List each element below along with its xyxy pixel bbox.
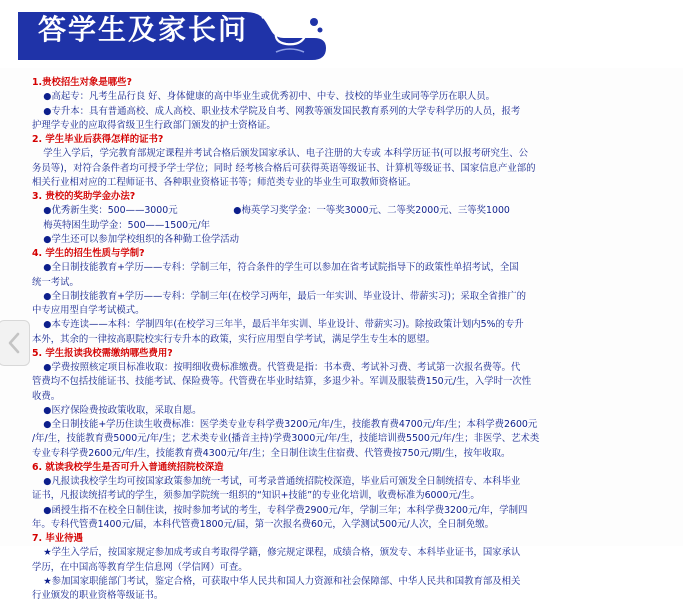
paragraph-line: ●全日制技能教育+学历——专科：学制三年，符合条件的学生可以参加在省考试院指导下的政策性单招考试，全国: [43, 262, 519, 274]
section-enrollment-targets: [32, 76, 672, 133]
paragraph-line: ●学费按照核定项目标准收取：按明细收费标准缴费。代管费是指：书本费、考试补习费、考试第一次报名费等。代: [43, 362, 521, 373]
paragraph-line: ●全日制技能教育+学历——专科：学制三年(在校学习两年，最后一年实训、毕业设计、带薪实习)；采取全省推广的: [43, 290, 526, 302]
paragraph-line: ●凡报读我校学生均可按国家政策参加统一考试，可考录普通统招院校深造，毕业后可颁发全日制统招专、本科毕业: [43, 476, 521, 487]
scholarship-meiying: ●梅英学习奖学金：一等奖3000元、二等奖2000元、三等奖1000: [233, 205, 510, 217]
paragraph-line: 统一考试。: [32, 276, 79, 288]
paragraph-line: 学生入学后，学完教育部规定课程并考试合格后颁发国家承认、电子注册的大专或 本科学历证书(可以报考研究生、公: [43, 148, 529, 160]
section-scholarships: [32, 190, 672, 247]
section-heading: 7. 毕业待遇: [32, 533, 83, 544]
paragraph-line: 证书，凡报读统招考试的学生，须参加学院统一组织的“知识+技能”的专业化培训，收费标准为6000元/生。: [32, 490, 480, 502]
section-program-nature: [32, 247, 672, 347]
scholarship-new-student: ●优秀新生奖：500——3000元: [43, 205, 178, 217]
chevron-left-icon: [7, 331, 21, 355]
paragraph-line: ●学生还可以参加学校组织的各种勤工俭学活动: [43, 233, 239, 245]
section-heading: 1.贵校招生对象是哪些?: [32, 77, 132, 88]
paragraph-line: ●函授生指不在校全日制住读，按时参加考试的考生，专科学费2900元/年，学制三年；本科学费3200元/年，学制四: [43, 504, 528, 516]
paragraph-line: /年/生，技能教育费5000元/年/生；艺术类专业(播音主持)学费3000元/年/生，技能培训费5500元/年/生；非医学、艺术类: [32, 433, 540, 445]
paragraph-line: 行业颁发的职业资格等级证书。: [32, 590, 164, 601]
paragraph-line: 相关行业相对应的工程师证书、各种职业资格证书等；师范类专业的毕业生可取教师资格证。: [32, 176, 417, 188]
paragraph-line: 收费。: [32, 390, 61, 402]
paragraph-line: ●本专连读——本科：学制四年(在校学习三年半，最后半年实训、毕业设计、带薪实习)。除按政策计划内5%的专升: [43, 319, 524, 331]
previous-page-button[interactable]: [0, 320, 30, 366]
paragraph-line: ●专升本：具有普通高校、成人高校、职业技术学院及自考、网教等颁发国民教育系列的大学专科学历的人员，报考: [43, 105, 521, 117]
paragraph-line: 学历，在中国高等教育学生信息网（学信网）可查。: [32, 561, 248, 573]
section-heading: 2. 学生毕业后获得怎样的证书?: [32, 134, 164, 145]
paragraph-line: 护理学专业的应取得省级卫生行政部门颁发的护士资格证。: [32, 119, 276, 131]
paragraph-line: ●全日制技能+学历住读生收费标准：医学类专业专科学费3200元/年/生，技能教育费4700元/年/生；本科学费2600元: [43, 419, 538, 430]
paragraph-line: 本外，其余的一律按高职院校实行专升本的政策，实行应用型自学考试，满足学生专生本的愿望。: [32, 333, 436, 345]
section-graduation-benefits: [32, 532, 672, 603]
paragraph-line: [32, 204, 672, 218]
paragraph-line: ●医疗保险费按政策收取，采取自愿。: [43, 404, 202, 416]
paragraph-line: 专业专科学费2600元/年/生，技能教育费4300元/年/生；全日制住读生住宿费、代管费按750元/期/生，按年收取。: [32, 447, 511, 459]
section-heading: 6. 就读我校学生是否可升入普通统招院校深造: [32, 461, 224, 473]
paragraph-line: ★学生入学后，按国家规定参加成考或自考取得学籍，修完规定课程，成绩合格，颁发专、本科毕业证书，国家承认: [43, 547, 521, 559]
paragraph-line: 年。专科代管费1400元/届，本科代管费1800元/届，第一次报名费60元，入学测试500元/人次，全日制免缴。: [32, 518, 495, 530]
paragraph-line: 管费均不包括技能证书、技能考试、保险费等。代管费在毕业时结算，多退少补。军训及服装费150元/生，入学时一次性: [32, 376, 532, 388]
page-title: 答学生及家长问: [38, 13, 249, 46]
paragraph-line: 梅英特困生助学金：500——1500元/年: [43, 219, 211, 231]
section-further-study: [32, 461, 672, 532]
section-heading: 4. 学生的招生性质与学制?: [32, 248, 145, 259]
section-heading: 5. 学生报读我校需缴纳哪些费用?: [32, 347, 173, 359]
section-fees: [32, 347, 672, 461]
paragraph-line: 务员等)，对符合条件者均可授予学士学位；同时 经考核合格后可获得英语等级证书、计算机等级证书、国家信息产业部的: [32, 162, 536, 174]
paragraph-line: 中专应用型自学考试模式。: [32, 305, 145, 316]
header: [0, 0, 683, 68]
section-certificates: [32, 133, 672, 190]
paragraph-line: ★参加国家职能部门考试，鉴定合格，可获取中华人民共和国人力资源和社会保障部、中华人民共和国教育部及相关: [43, 575, 521, 587]
faq-content: [32, 76, 672, 601]
section-heading: 3. 贵校的奖助学金办法?: [32, 191, 136, 202]
paragraph-line: ●高起专：凡考生品行良 好、身体健康的高中毕业生或优秀初中、中专、技校的毕业生或同等学历在职人员。: [43, 91, 496, 103]
